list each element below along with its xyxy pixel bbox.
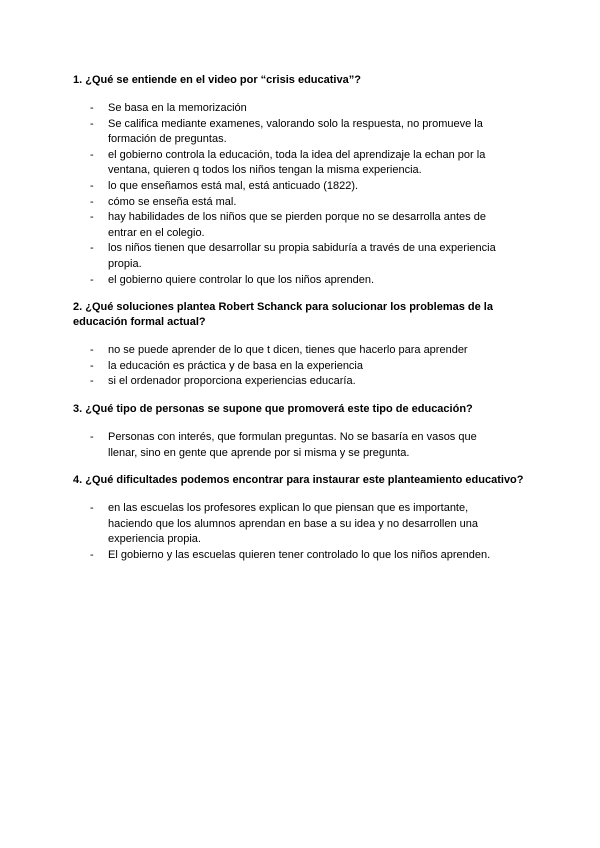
section-1 xyxy=(73,73,540,288)
bullet-dash: - xyxy=(90,179,94,192)
bullet-dash: - xyxy=(90,148,94,161)
list-item xyxy=(73,343,503,359)
answer-list-4 xyxy=(73,501,540,563)
answer-text: la educación es práctica y de basa en la experiencia xyxy=(108,359,363,372)
list-item xyxy=(73,273,503,289)
bullet-dash: - xyxy=(90,430,94,443)
list-item xyxy=(73,179,503,195)
list-item xyxy=(73,548,503,564)
answer-text: lo que enseñamos está mal, está anticuado (1822). xyxy=(108,179,359,192)
answer-text: los niños tienen que desarrollar su propia sabiduría a través de una experiencia propia. xyxy=(108,242,496,270)
question-2: 2. ¿Qué soluciones plantea Robert Schanck para solucionar los problemas de la educación formal actual? xyxy=(73,301,493,329)
bullet-dash: - xyxy=(90,344,94,357)
list-item xyxy=(73,148,503,179)
answer-text: si el ordenador proporciona experiencias educaría. xyxy=(108,375,356,388)
answer-text: Se basa en la memorización xyxy=(108,102,247,114)
section-4 xyxy=(73,473,540,563)
list-item xyxy=(73,501,503,548)
bullet-dash: - xyxy=(90,502,94,515)
answer-text: en las escuelas los profesores explican lo que piensan que es importante, haciendo que los alumnos aprendan en base a su idea y no desarrollen una experiencia propia. xyxy=(108,502,478,546)
bullet-dash: - xyxy=(90,117,94,130)
answer-text: Se califica mediante examenes, valorando solo la respuesta, no promueve la formación de preguntas. xyxy=(108,117,483,146)
answer-list-3 xyxy=(73,430,540,461)
list-item xyxy=(73,359,503,375)
list-item xyxy=(73,374,503,390)
question-4: 4. ¿Qué dificultades podemos encontrar para instaurar este planteamiento educativo? xyxy=(73,474,524,487)
question-3: 3. ¿Qué tipo de personas se supone que promoverá este tipo de educación? xyxy=(73,402,473,415)
bullet-dash: - xyxy=(90,359,94,372)
section-2 xyxy=(73,300,540,390)
answer-text: hay habilidades de los niños que se pierden porque no se desarrolla antes de entrar en el colegio. xyxy=(108,211,486,239)
bullet-dash: - xyxy=(90,375,94,388)
list-item xyxy=(73,195,503,211)
bullet-dash: - xyxy=(90,102,94,114)
bullet-dash: - xyxy=(90,273,94,286)
answer-text: El gobierno y las escuelas quieren tener controlado lo que los niños aprenden. xyxy=(108,548,491,561)
answer-text: el gobierno quiere controlar lo que los niños aprenden. xyxy=(108,273,375,286)
list-item xyxy=(73,241,503,272)
answer-text: Personas con interés, que formulan preguntas. No se basaría en vasos que llenar, sino en gente que aprende por si misma y se pregunta. xyxy=(108,430,477,459)
bullet-dash: - xyxy=(90,211,94,224)
list-item xyxy=(73,117,503,148)
answer-text: cómo se enseña está mal. xyxy=(108,195,237,208)
answer-list-1 xyxy=(73,101,540,288)
question-1: 1. ¿Qué se entiende en el video por “crisis educativa”? xyxy=(73,74,361,86)
answer-list-2 xyxy=(73,343,540,390)
list-item xyxy=(73,210,503,241)
section-3 xyxy=(73,402,540,461)
list-item xyxy=(73,101,503,117)
bullet-dash: - xyxy=(90,548,94,561)
answer-text: el gobierno controla la educación, toda la idea del aprendizaje la echan por la ventana, quieren q todos los niños tengan la misma experiencia. xyxy=(108,148,486,177)
bullet-dash: - xyxy=(90,242,94,255)
bullet-dash: - xyxy=(90,195,94,208)
list-item xyxy=(73,430,503,461)
answer-text: no se puede aprender de lo que t dicen, tienes que hacerlo para aprender xyxy=(108,344,468,357)
